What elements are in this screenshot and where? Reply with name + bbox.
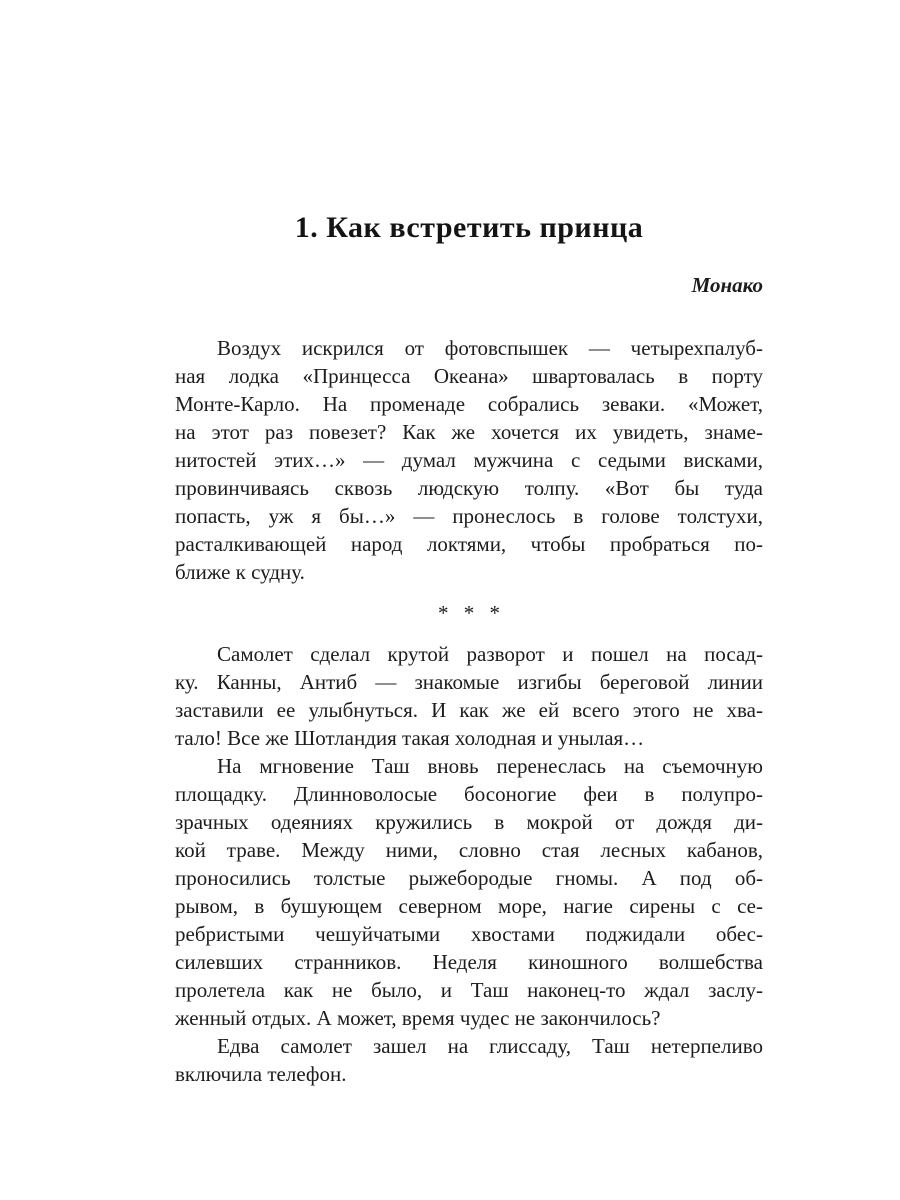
text-line: ребристыми чешуйчатыми хвостами поджидали обес-	[175, 922, 763, 946]
section-separator: * * *	[438, 601, 500, 625]
text-line: кой траве. Между ними, словно стая лесных кабанов,	[175, 838, 763, 862]
text-line: ку. Канны, Антиб — знакомые изгибы береговой линии	[175, 670, 763, 694]
text-line: пролетела как не было, и Таш наконец-то ждал заслу-	[175, 978, 763, 1002]
chapter-title: 1. Как встретить принца	[294, 211, 644, 244]
text-block	[175, 0, 763, 1088]
text-line: провинчиваясь сквозь людскую толпу. «Вот бы туда	[175, 476, 763, 500]
text-line: тало! Все же Шотландия такая холодная и унылая…	[175, 726, 645, 750]
paragraph	[175, 1032, 763, 1088]
body-text	[175, 334, 763, 1088]
text-line: проносились толстые рыжебородые гномы. А под об-	[175, 866, 763, 890]
text-line: ближе к судну.	[175, 560, 305, 584]
text-line: силевших странников. Неделя киношного волшебства	[175, 950, 763, 974]
text-line: нитостей этих…» — думал мужчина с седыми висками,	[175, 448, 763, 472]
text-line: попасть, уж я бы…» — пронеслось в голове толстухи,	[175, 504, 763, 528]
text-line: зрачных одеяниях кружились в мокрой от дождя ди-	[175, 810, 763, 834]
text-line: женный отдых. А может, время чудес не закончилось?	[175, 1006, 661, 1030]
text-line: включила телефон.	[175, 1062, 347, 1086]
text-line: Монте-Карло. На променаде собрались зеваки. «Может,	[175, 392, 763, 416]
text-line: На мгновение Таш вновь перенеслась на съемочную	[217, 754, 763, 778]
text-line: Воздух искрился от фотовспышек — четырехпалуб-	[217, 336, 763, 360]
paragraph	[175, 334, 763, 586]
text-line: на этот раз повезет? Как же хочется их увидеть, знаме-	[175, 420, 763, 444]
paragraph	[175, 752, 763, 1032]
paragraph	[175, 640, 763, 752]
text-line: рывом, в бушующем северном море, нагие сирены с се-	[175, 894, 763, 918]
text-line: площадку. Длинноволосые босоногие феи в полупро-	[175, 782, 763, 806]
text-line: расталкивающей народ локтями, чтобы пробраться по-	[175, 532, 763, 556]
text-line: Самолет сделал крутой разворот и пошел на посад-	[217, 642, 763, 666]
text-line: ная лодка «Принцесса Океана» швартовалась в порту	[175, 364, 763, 388]
text-line: заставили ее улыбнуться. И как же ей всего этого не хва-	[175, 698, 763, 722]
chapter-location: Монако	[691, 273, 763, 297]
text-line: Едва самолет зашел на глиссаду, Таш нетерпеливо	[217, 1034, 763, 1058]
